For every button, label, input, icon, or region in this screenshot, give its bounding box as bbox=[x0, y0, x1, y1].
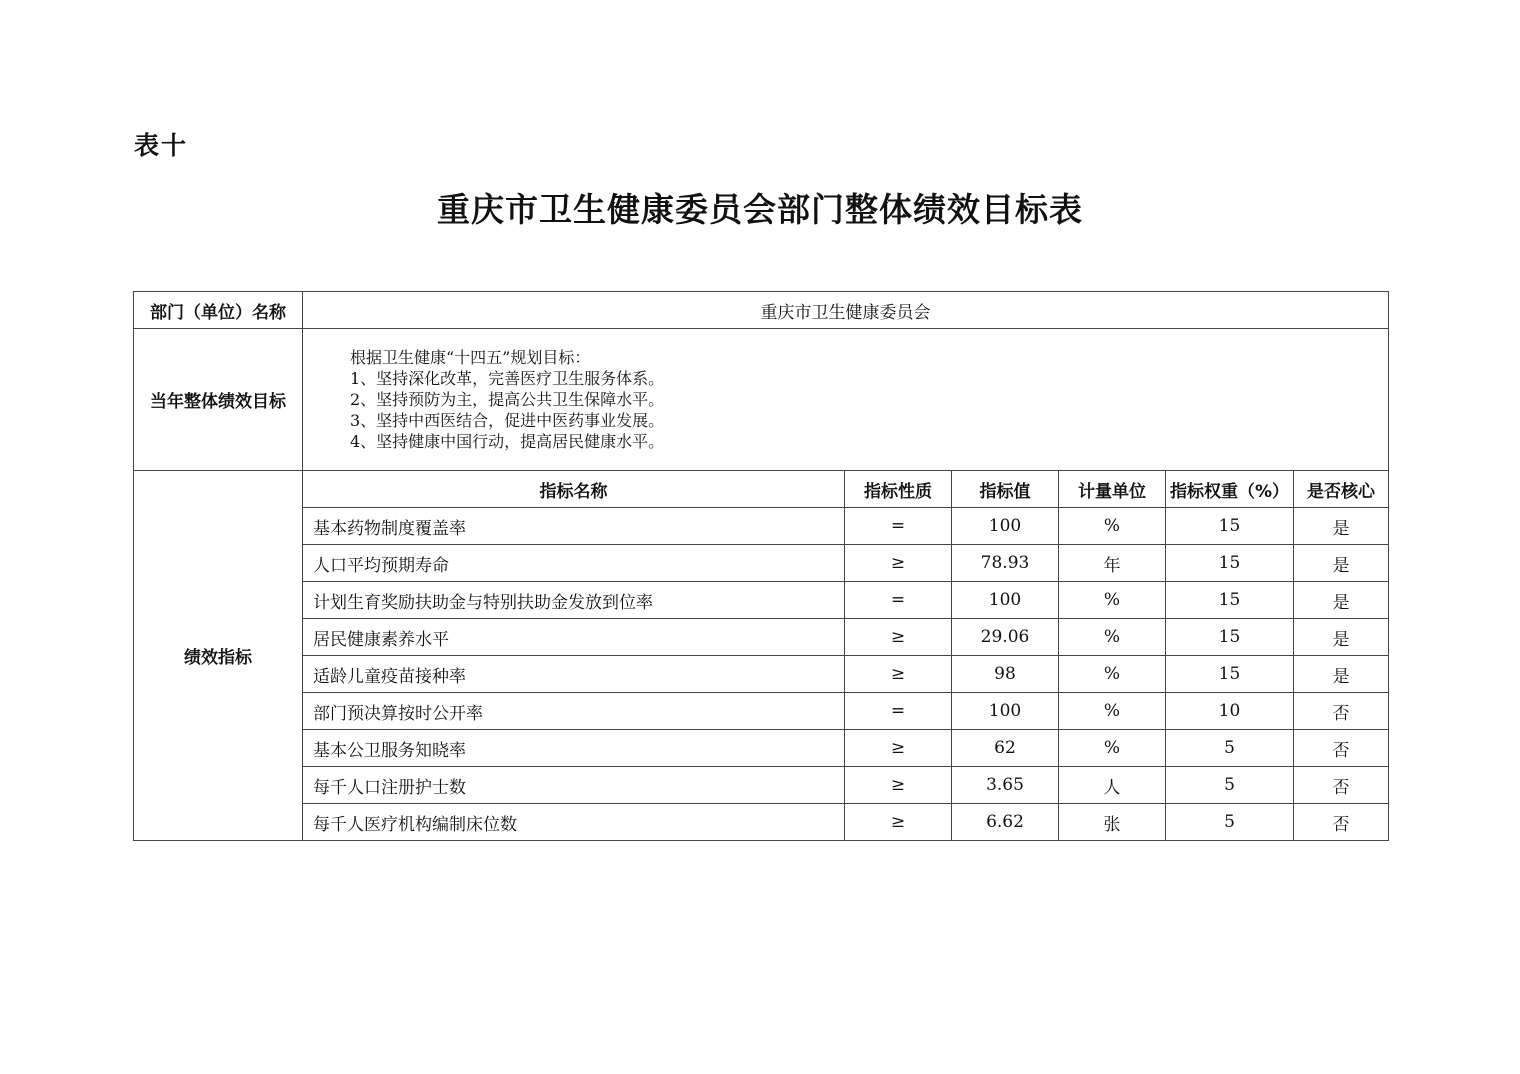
indicator-core: 否 bbox=[1294, 693, 1389, 730]
indicator-nature: ≥ bbox=[845, 804, 952, 841]
indicator-nature: ≥ bbox=[845, 619, 952, 656]
indicator-nature: ≥ bbox=[845, 656, 952, 693]
goal-label: 当年整体绩效目标 bbox=[134, 329, 303, 471]
indicator-weight: 10 bbox=[1166, 693, 1294, 730]
table-row bbox=[134, 545, 1389, 582]
indicator-name: 部门预决算按时公开率 bbox=[303, 693, 845, 730]
header-value: 指标值 bbox=[952, 471, 1059, 508]
indicators-label: 绩效指标 bbox=[134, 471, 303, 841]
table-row bbox=[134, 619, 1389, 656]
indicator-core: 是 bbox=[1294, 508, 1389, 545]
indicator-unit: % bbox=[1059, 508, 1166, 545]
indicator-nature: ≥ bbox=[845, 767, 952, 804]
indicator-value: 100 bbox=[952, 582, 1059, 619]
indicator-name: 每千人口注册护士数 bbox=[303, 767, 845, 804]
indicator-core: 否 bbox=[1294, 804, 1389, 841]
indicator-core: 是 bbox=[1294, 582, 1389, 619]
indicator-core: 是 bbox=[1294, 619, 1389, 656]
indicator-value: 29.06 bbox=[952, 619, 1059, 656]
dept-label: 部门（单位）名称 bbox=[134, 292, 303, 329]
goal-line: 2、坚持预防为主，提高公共卫生保障水平。 bbox=[350, 390, 665, 409]
indicator-nature: ≥ bbox=[845, 545, 952, 582]
table-row bbox=[134, 656, 1389, 693]
dept-value: 重庆市卫生健康委员会 bbox=[303, 292, 1389, 329]
indicator-weight: 5 bbox=[1166, 767, 1294, 804]
indicator-value: 100 bbox=[952, 508, 1059, 545]
indicator-value: 62 bbox=[952, 730, 1059, 767]
indicator-nature: = bbox=[845, 508, 952, 545]
table-label: 表十 bbox=[134, 131, 189, 160]
indicator-unit: % bbox=[1059, 582, 1166, 619]
indicator-core: 是 bbox=[1294, 656, 1389, 693]
indicator-name: 基本药物制度覆盖率 bbox=[303, 508, 845, 545]
indicator-unit: % bbox=[1059, 656, 1166, 693]
indicator-unit: % bbox=[1059, 619, 1166, 656]
goal-line: 4、坚持健康中国行动，提高居民健康水平。 bbox=[350, 432, 665, 451]
indicator-weight: 15 bbox=[1166, 508, 1294, 545]
table-row bbox=[134, 730, 1389, 767]
indicator-name: 居民健康素养水平 bbox=[303, 619, 845, 656]
indicator-value: 98 bbox=[952, 656, 1059, 693]
indicator-unit: 人 bbox=[1059, 767, 1166, 804]
indicator-value: 100 bbox=[952, 693, 1059, 730]
indicator-weight: 5 bbox=[1166, 730, 1294, 767]
indicator-weight: 15 bbox=[1166, 582, 1294, 619]
header-name: 指标名称 bbox=[303, 471, 845, 508]
indicator-unit: % bbox=[1059, 693, 1166, 730]
indicator-nature: ≥ bbox=[845, 730, 952, 767]
indicator-core: 是 bbox=[1294, 545, 1389, 582]
goal-content bbox=[303, 329, 1389, 471]
indicator-core: 否 bbox=[1294, 767, 1389, 804]
indicator-weight: 15 bbox=[1166, 619, 1294, 656]
indicator-nature: = bbox=[845, 693, 952, 730]
table-row bbox=[134, 767, 1389, 804]
table-row bbox=[134, 804, 1389, 841]
indicator-header-row bbox=[134, 471, 1389, 508]
indicator-value: 78.93 bbox=[952, 545, 1059, 582]
header-nature: 指标性质 bbox=[845, 471, 952, 508]
document-title: 重庆市卫生健康委员会部门整体绩效目标表 bbox=[437, 190, 1083, 229]
table-row bbox=[134, 508, 1389, 545]
table-row bbox=[134, 582, 1389, 619]
table-row bbox=[134, 693, 1389, 730]
indicator-value: 3.65 bbox=[952, 767, 1059, 804]
indicator-weight: 5 bbox=[1166, 804, 1294, 841]
indicator-weight: 15 bbox=[1166, 656, 1294, 693]
indicator-name: 适龄儿童疫苗接种率 bbox=[303, 656, 845, 693]
performance-target-table bbox=[133, 291, 1389, 841]
indicator-name: 每千人医疗机构编制床位数 bbox=[303, 804, 845, 841]
indicator-name: 基本公卫服务知晓率 bbox=[303, 730, 845, 767]
header-core: 是否核心 bbox=[1294, 471, 1389, 508]
dept-row bbox=[134, 292, 1389, 329]
indicator-unit: 张 bbox=[1059, 804, 1166, 841]
indicator-value: 6.62 bbox=[952, 804, 1059, 841]
goal-line: 3、坚持中西医结合，促进中医药事业发展。 bbox=[350, 411, 665, 430]
indicator-name: 人口平均预期寿命 bbox=[303, 545, 845, 582]
indicator-core: 否 bbox=[1294, 730, 1389, 767]
goal-row bbox=[134, 329, 1389, 471]
goal-line: 1、坚持深化改革，完善医疗卫生服务体系。 bbox=[350, 369, 665, 388]
indicator-unit: 年 bbox=[1059, 545, 1166, 582]
indicator-nature: = bbox=[845, 582, 952, 619]
header-weight: 指标权重（%） bbox=[1166, 471, 1294, 508]
indicator-name: 计划生育奖励扶助金与特别扶助金发放到位率 bbox=[303, 582, 845, 619]
goal-line: 根据卫生健康“十四五”规划目标： bbox=[350, 348, 591, 367]
indicator-unit: % bbox=[1059, 730, 1166, 767]
header-unit: 计量单位 bbox=[1059, 471, 1166, 508]
indicator-weight: 15 bbox=[1166, 545, 1294, 582]
